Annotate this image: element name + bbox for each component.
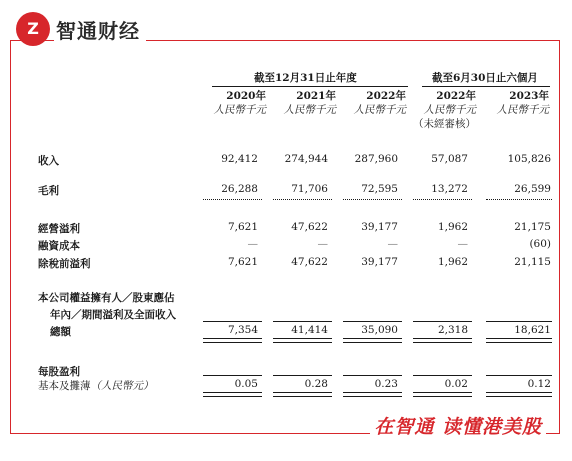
table-cell: 7,354 — [227, 324, 258, 336]
rule — [413, 338, 472, 343]
table-cell: 39,177 — [361, 256, 398, 268]
footer-slogan: 在智通 读懂港美股 — [370, 412, 546, 439]
table-cell: 2,318 — [437, 324, 468, 336]
rule — [486, 375, 552, 376]
table-cell: — — [457, 238, 468, 250]
table-cell: — — [317, 238, 328, 250]
rule — [486, 392, 552, 397]
year-2023-h1: 2023年 — [509, 90, 549, 102]
table-cell: 287,960 — [354, 153, 398, 165]
table-cell: 0.02 — [444, 378, 468, 390]
year-2020: 2020年 — [226, 90, 266, 102]
table-cell: 0.05 — [234, 378, 258, 390]
table-cell: 26,599 — [514, 183, 551, 195]
table-cell: (60) — [529, 238, 551, 250]
table-cell: 92,412 — [221, 153, 258, 165]
row-label-revenue: 收入 — [38, 155, 59, 167]
table-cell: 41,414 — [291, 324, 328, 336]
year-2022-h1: 2022年 — [436, 90, 476, 102]
group2-underline — [422, 86, 550, 87]
row-label-basic-diluted: 基本及攤薄（人民幣元） — [38, 380, 154, 392]
unaudited-note: （未經審核） — [413, 118, 476, 130]
table-cell: 0.28 — [304, 378, 328, 390]
table-cell: 39,177 — [361, 221, 398, 233]
row-label-finance-costs: 融資成本 — [38, 240, 80, 252]
rule — [203, 199, 262, 200]
rule — [486, 199, 552, 200]
row-label-eps: 每股盈利 — [38, 366, 80, 378]
row-label-total-income-line1: 本公司權益擁有人／股東應佔 — [38, 292, 175, 304]
table-cell: 21,115 — [514, 256, 551, 268]
rule — [343, 338, 402, 343]
rule — [343, 392, 402, 397]
table-cell: 274,944 — [284, 153, 328, 165]
rule — [343, 199, 402, 200]
rule — [203, 392, 262, 397]
row-label-profit-before-tax: 除稅前溢利 — [38, 258, 91, 270]
table-cell: 21,175 — [514, 221, 551, 233]
table-cell: 7,621 — [227, 221, 258, 233]
table-cell: 1,962 — [437, 256, 468, 268]
table-cell: 13,272 — [431, 183, 468, 195]
rule — [413, 392, 472, 397]
table-cell: 1,962 — [437, 221, 468, 233]
group2-header: 截至6月30日止六個月 — [432, 72, 538, 84]
table-cell: 0.12 — [527, 378, 551, 390]
brand-name: 智通财经 — [54, 15, 146, 44]
group1-header: 截至12月31日止年度 — [254, 72, 357, 84]
table-cell: 47,622 — [291, 256, 328, 268]
rule — [273, 338, 332, 343]
year-2021: 2021年 — [296, 90, 336, 102]
rule — [203, 338, 262, 343]
table-cell: 35,090 — [361, 324, 398, 336]
rule — [273, 375, 332, 376]
rule — [343, 375, 402, 376]
table-cell: 7,621 — [227, 256, 258, 268]
row-label-total-income-line2: 年內／期間溢利及全面收入 — [50, 309, 176, 321]
row-label-gross-profit: 毛利 — [38, 185, 59, 197]
row-label-total-income-line3: 總額 — [50, 326, 71, 338]
zhitong-logo-icon: Z — [16, 12, 50, 46]
rule — [273, 321, 332, 322]
rule — [413, 199, 472, 200]
rule — [413, 321, 472, 322]
table-cell: 71,706 — [291, 183, 328, 195]
unit-2021: 人民幣千元 — [283, 104, 336, 116]
table-cell: 18,621 — [514, 324, 551, 336]
rule — [343, 321, 402, 322]
rule — [486, 338, 552, 343]
unit-2023-h1: 人民幣千元 — [496, 104, 549, 116]
table-cell: 72,595 — [361, 183, 398, 195]
table-cell: — — [247, 238, 258, 250]
row-label-operating-profit: 經營溢利 — [38, 223, 80, 235]
rule — [273, 199, 332, 200]
table-cell: 57,087 — [431, 153, 468, 165]
table-cell: 47,622 — [291, 221, 328, 233]
rule — [486, 321, 552, 322]
table-cell: 105,826 — [507, 153, 551, 165]
table-cell: — — [387, 238, 398, 250]
unit-2022: 人民幣千元 — [353, 104, 406, 116]
rule — [203, 375, 262, 376]
rule — [413, 375, 472, 376]
rule — [203, 321, 262, 322]
unit-2020: 人民幣千元 — [213, 104, 266, 116]
unit-2022-h1: 人民幣千元 — [423, 104, 476, 116]
group1-underline — [212, 86, 408, 87]
year-2022: 2022年 — [366, 90, 406, 102]
table-cell: 0.23 — [374, 378, 398, 390]
table-cell: 26,288 — [221, 183, 258, 195]
rule — [273, 392, 332, 397]
